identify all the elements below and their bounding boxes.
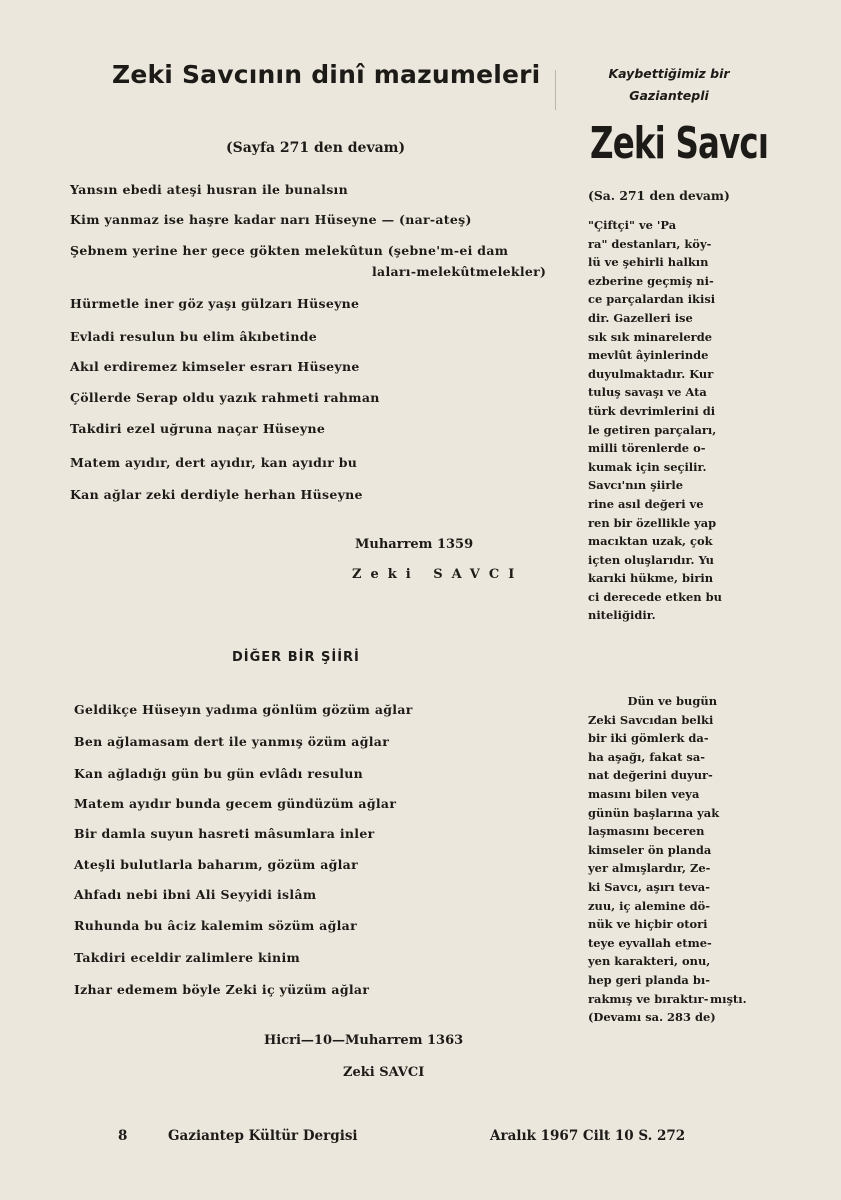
poem-line: Bir damla suyun hasreti mâsumlara inler xyxy=(74,826,375,841)
poem-line: Ahfadı nebi ibni Ali Seyyidi islâm xyxy=(74,887,317,902)
sidebar-text-line: ci derecede etken bu xyxy=(588,589,722,604)
poem-two-date: Hicri—10—Muharrem 1363 xyxy=(264,1033,464,1048)
sidebar-continued-text: (Sa. 271 den devam) xyxy=(588,188,730,203)
poem-line: Evladi resulun bu elim âkıbetinde xyxy=(70,329,318,344)
sidebar-text-line: içten oluşlarıdır. Yu xyxy=(588,552,715,567)
sidebar-text-line: macıktan uzak, çok xyxy=(588,534,713,549)
sidebar-text-line: ce parçalardan ikisi xyxy=(588,292,716,307)
sidebar-text-line: Dün ve bugün xyxy=(627,694,718,708)
page-number: 8 xyxy=(118,1128,128,1144)
sidebar-text-line: "Çiftçi" ve 'Pa xyxy=(588,218,677,232)
sidebar-text-line: niteliğidir. xyxy=(588,608,656,623)
sidebar-continued-note xyxy=(588,187,758,206)
sidebar-text-line: kimseler ön planda xyxy=(588,842,712,857)
sidebar-text-line: dir. Gazelleri ise xyxy=(588,310,693,325)
poem-line: Şebnem yerine her gece gökten melekûtun (şebne'm-ei dam xyxy=(70,243,509,258)
sidebar-text-line: le getiren parçaları, xyxy=(588,422,717,437)
sidebar-text-line: milli törenlerde o- xyxy=(588,441,706,456)
sidebar-text-line: kumak için seçilir. xyxy=(588,459,707,474)
column-divider xyxy=(555,70,556,110)
poem-line: Matem ayıdır bunda gecem gündüzüm ağlar xyxy=(74,796,397,811)
sidebar-text-line: sık sık minarelerde xyxy=(588,329,713,344)
sidebar-text-line: ra" destanları, köy- xyxy=(588,236,712,251)
poem-line: Takdiri eceldir zalimlere kinim xyxy=(74,950,301,965)
sidebar-kicker-line: Kaybettiğimiz bir xyxy=(608,66,730,81)
sidebar-text-line: lü ve şehirli halkın xyxy=(588,255,709,270)
sidebar-text-line: rakmış ve bıraktır- xyxy=(588,991,709,1006)
sidebar-text-line: Zeki Savcıdan belki xyxy=(588,712,714,727)
sidebar-text-line: karıki hükme, birin xyxy=(588,571,714,586)
sidebar-name-heading: Zeki Savcı xyxy=(590,118,769,169)
poem-line: Kim yanmaz ise haşre kadar narı Hüseyne — (nar-ateş) xyxy=(70,212,472,227)
poem-line: Kan ağladığı gün bu gün evlâdı resulun xyxy=(74,766,364,781)
poem-line: Matem ayıdır, dert ayıdır, kan ayıdır bu xyxy=(70,455,358,470)
poem-line: Kan ağlar zeki derdiyle herhan Hüseyne xyxy=(70,487,363,502)
poem-line: Ben ağlamasam dert ile yanmış özüm ağlar xyxy=(74,734,390,749)
sidebar-text-line: günün başlarına yak xyxy=(588,805,720,820)
sidebar-text-line: tuluş savaşı ve Ata xyxy=(588,385,707,400)
poem-two-author: Zeki SAVCI xyxy=(343,1065,425,1080)
poem-line: Ateşli bulutlarla baharım, gözüm ağlar xyxy=(74,857,358,872)
article-title: Zeki Savcının dinî mazumeleri xyxy=(112,60,541,89)
poem-one-date: Muharrem 1359 xyxy=(355,537,474,552)
sidebar-text-line: zuu, iç alemine dö- xyxy=(588,898,711,913)
poem-line: laları-melekûtmelekler) xyxy=(372,264,547,279)
sidebar-text-line: masını bilen veya xyxy=(588,786,700,801)
poem-line: Geldikçe Hüseyın yadıma gönlüm gözüm ağlar xyxy=(74,702,413,717)
continued-note: (Sayfa 271 den devam) xyxy=(226,140,406,156)
poem-line: Izhar edemem böyle Zeki iç yüzüm ağlar xyxy=(74,982,370,997)
poem-line: Yansın ebedi ateşi husran ile bunalsın xyxy=(70,182,348,197)
poem-line: Hürmetle iner göz yaşı gülzarı Hüseyne xyxy=(70,296,360,311)
magazine-name: Gaziantep Kültür Dergisi xyxy=(168,1128,358,1144)
sidebar-text-line: (Devamı sa. 283 de) xyxy=(588,1010,716,1025)
sidebar-text-line: ki Savcı, aşırı teva- xyxy=(588,879,710,894)
poem-line: Akıl erdiremez kimseler esrarı Hüseyne xyxy=(70,359,360,374)
sidebar-text-line: nat değerini duyur- xyxy=(588,768,713,783)
issue-info: Aralık 1967 Cilt 10 S. 272 xyxy=(490,1128,686,1144)
sidebar-text-line: teye eyvallah etme- xyxy=(588,935,712,950)
sidebar-text-line: ren bir özellikle yap xyxy=(588,515,717,530)
sidebar-text-line: mıştı. xyxy=(709,991,747,1006)
section-subheading: DİĞER BİR ŞİİRİ xyxy=(232,650,360,665)
poem-one-author: Zeki SAVCI xyxy=(352,567,524,582)
sidebar-text-line: duyulmaktadır. Kur xyxy=(588,366,714,381)
sidebar-text-line: ezberine geçmiş ni- xyxy=(588,273,714,288)
sidebar-text-line: hep geri planda bı- xyxy=(588,972,710,987)
sidebar-kicker-line: Gaziantepli xyxy=(629,88,709,103)
sidebar-text-line: türk devrimlerini di xyxy=(588,403,716,418)
sidebar-text-line: rine asıl değeri ve xyxy=(588,496,704,511)
sidebar-text-line: bir iki gömlerk da- xyxy=(588,731,709,746)
poem-line: Ruhunda bu âciz kalemim sözüm ağlar xyxy=(74,918,357,933)
sidebar-text-line: Savcı'nın şiirle xyxy=(588,478,684,493)
sidebar-text-line: nük ve hiçbir otori xyxy=(588,917,708,932)
sidebar-paragraph-one xyxy=(588,216,758,625)
sidebar-text-line: yen karakteri, onu, xyxy=(588,954,711,969)
poem-line: Çöllerde Serap oldu yazık rahmeti rahman xyxy=(70,390,380,405)
sidebar-paragraph-two xyxy=(588,692,758,1027)
sidebar-text-line: laşmasını beceren xyxy=(588,824,705,839)
poem-line: Takdiri ezel uğruna naçar Hüseyne xyxy=(70,421,326,436)
sidebar-text-line: yer almışlardır, Ze- xyxy=(588,861,711,876)
sidebar-text-line: ha aşağı, fakat sa- xyxy=(588,749,706,764)
sidebar-text-line: mevlût âyinlerinde xyxy=(588,348,709,363)
